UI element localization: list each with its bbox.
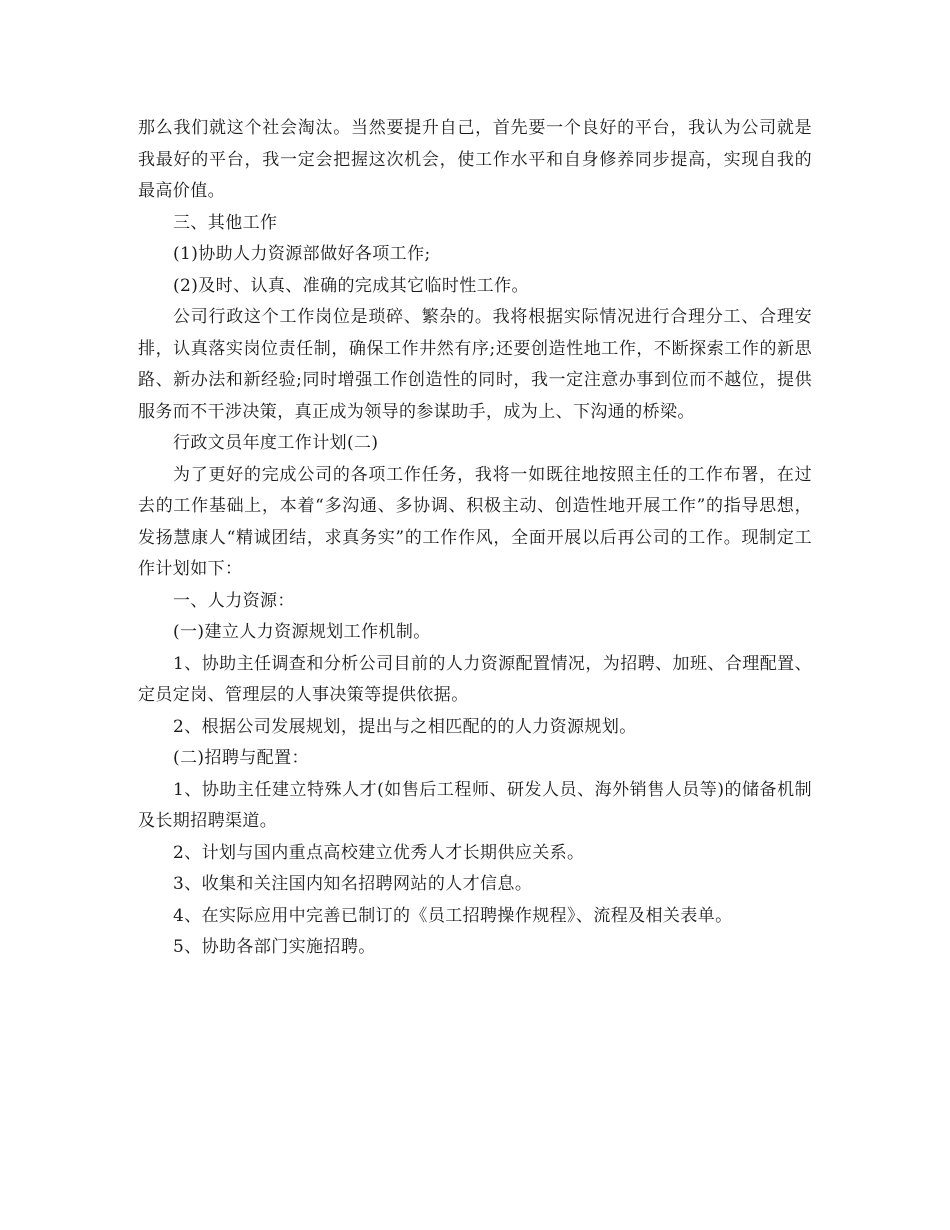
list-item: (1)协助人力资源部做好各项工作; <box>173 244 431 264</box>
list-item: 4、在实际应用中完善已制订的《员工招聘操作规程》、流程及相关表单。 <box>173 905 733 926</box>
subsection-heading: (二)招聘与配置： <box>173 748 309 768</box>
section-heading: 三、其他工作 <box>173 212 278 233</box>
section-heading: 一、人力资源： <box>173 590 295 611</box>
list-item: 1、协助主任建立特殊人才(如售后工程师、研发人员、海外销售人员等)的储备机制及长期招聘渠道。 <box>138 779 812 831</box>
list-item: (2)及时、认真、准确的完成其它临时性工作。 <box>173 275 529 296</box>
list-item: 2、根据公司发展规划，提出与之相匹配的的人力资源规划。 <box>173 716 637 737</box>
paragraph: 公司行政这个工作岗位是琐碎、繁杂的。我将根据实际情况进行合理分工、合理安排，认真落实岗位责任制，确保工作井然有序;还要创造性地工作，不断探索工作的新思路、新办法和新经验;同时增强工作创造性的同时，我一定注意办事到位而不越位，提供服务而不干涉决策，真正成为领导的参谋助手，成为上、下沟通的桥梁。 <box>138 307 812 422</box>
paragraph: 那么我们就这个社会淘汰。当然要提升自己，首先要一个良好的平台，我认为公司就是我最好的平台，我一定会把握这次机会，使工作水平和自身修养同步提高，实现自我的最高价值。 <box>138 118 812 201</box>
subsection-heading: (一)建立人力资源规划工作机制。 <box>173 622 431 642</box>
list-item: 5、协助各部门实施招聘。 <box>173 937 376 957</box>
document-subtitle: 行政文员年度工作计划(二) <box>173 433 379 453</box>
paragraph: 为了更好的完成公司的各项工作任务，我将一如既往地按照主任的工作布署，在过去的工作基础上，本着“多沟通、多协调、积极主动、创造性地开展工作”的指导思想，发扬慧康人“精诚团结，求真务实”的工作作风，全面开展以后再公司的工作。现制定工作计划如下： <box>138 464 812 579</box>
list-item: 3、收集和关注国内知名招聘网站的人才信息。 <box>173 874 533 894</box>
document-body <box>138 113 812 964</box>
list-item: 2、计划与国内重点高校建立优秀人才长期供应关系。 <box>173 842 585 863</box>
list-item: 1、协助主任调查和分析公司目前的人力资源配置情况，为招聘、加班、合理配置、定员定岗、管理层的人事决策等提供依据。 <box>138 653 812 705</box>
